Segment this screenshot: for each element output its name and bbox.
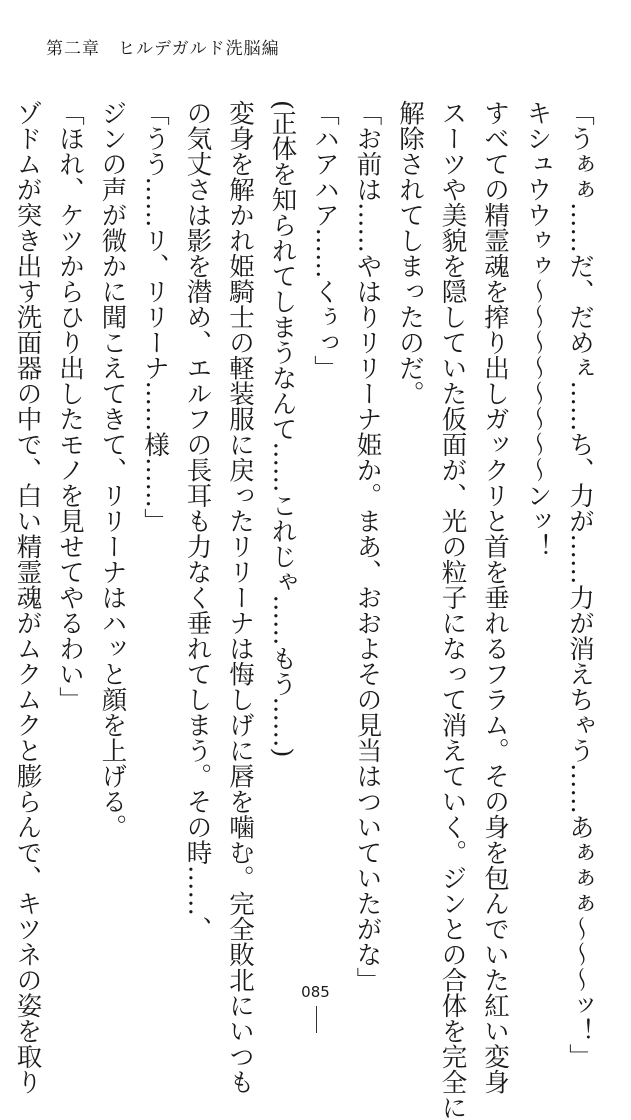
text-column: 「うぁぁ……だ、だめぇ……ち、力が……力が消えちゃう……あぁぁぁ～～～ッ！」	[565, 100, 595, 1069]
text-column: すべての精霊魂を搾り出しガックリと首を垂れるフラム。その身を包んでいた紅い変身	[480, 100, 510, 1095]
text-column: (正体を知られてしまうなんて……これじゃ……もう……)	[267, 100, 298, 758]
text-column: 解除されてしまったのだ。	[395, 100, 425, 406]
text-column: 「お前は……やはりリリーナ姫か。まあ、おおよその見当はついていたがな」	[352, 100, 383, 993]
chapter-header: 第二章 ヒルデガルド洗脳編	[46, 39, 280, 59]
text-column: スーツや美貌を隠していた仮面が、光の粒子になって消えていく。ジンとの合体を完全に	[437, 100, 468, 1120]
text-column: 「うう……リ、リリーナ……様……」	[140, 100, 170, 534]
page-number: 085	[301, 983, 330, 1001]
text-column: 「ハアハア……くぅっ」	[310, 100, 340, 381]
text-column: ジンの声が微かに聞こえてきて、リリーナはハッと顔を上げる。	[97, 100, 128, 840]
text-column: の気丈さは影を潜め、エルフの長耳も力なく垂れてしまう。その時……、	[182, 100, 213, 942]
page-number-rule	[316, 1006, 317, 1033]
text-column: 「ほれ、ケツからひり出したモノを見せてやるわい」	[55, 100, 85, 712]
text-column: ゾドムが突き出す洗面器の中で、白い精霊魂がムクムクと膨らんで、キツネの姿を取り	[12, 100, 43, 1095]
text-column: 変身を解かれ姫騎士の軽装服に戻ったリリーナは悔しげに唇を噛む。完全敗北にいつも	[225, 100, 255, 1095]
text-column: キシュウウゥゥ～～～～～～～～ンッ！	[522, 100, 553, 559]
